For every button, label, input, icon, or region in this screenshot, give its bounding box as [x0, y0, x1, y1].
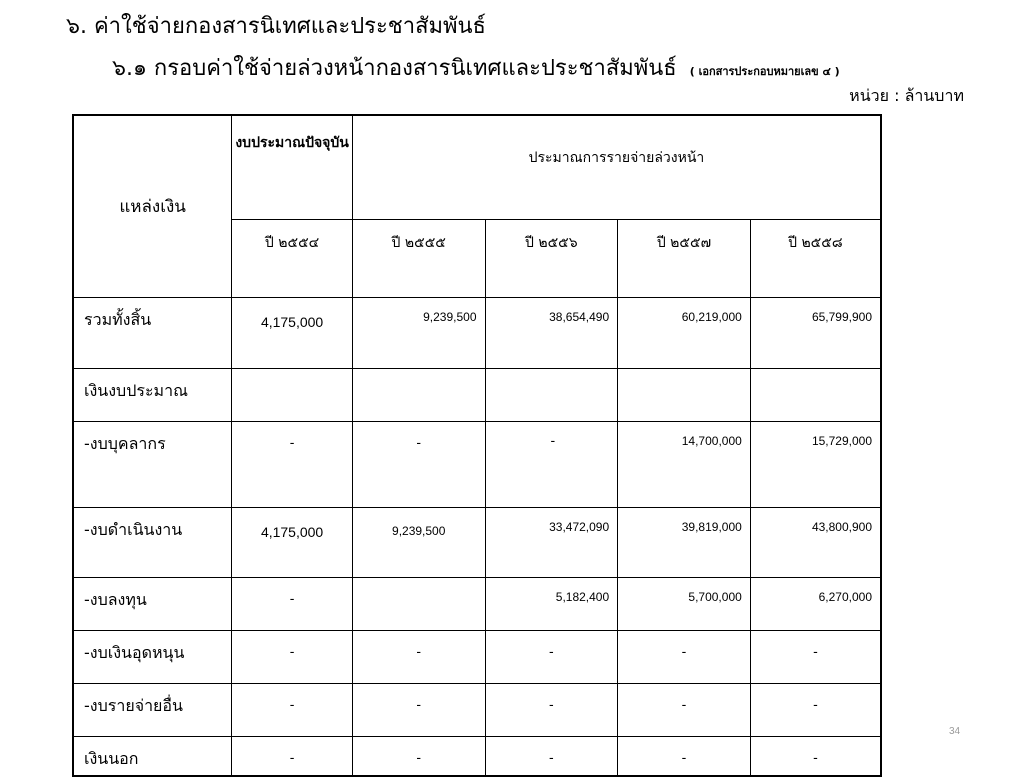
table-cell: - [618, 683, 751, 736]
row-label: -งบบุคลากร [73, 421, 232, 507]
table-cell [618, 368, 751, 421]
row-label: -งบรายจ่ายอื่น [73, 683, 232, 736]
table-cell: 15,729,000 [750, 421, 881, 507]
table-row [73, 736, 881, 776]
page-number: 34 [949, 726, 961, 737]
document-reference: ( เอกสารประกอบหมายเลข ๔ ) [689, 65, 840, 78]
row-label: เงินนอก [73, 736, 232, 776]
table-row [73, 368, 881, 421]
table-cell: - [232, 630, 353, 683]
table-cell: - [352, 683, 485, 736]
table-cell: - [232, 683, 353, 736]
table-cell: 33,472,090 [485, 507, 618, 577]
table-cell: 43,800,900 [750, 507, 881, 577]
table-cell: - [750, 736, 881, 776]
table-cell: - [352, 421, 485, 507]
unit-label: หน่วย : ล้านบาท [849, 86, 964, 105]
table-cell: 38,654,490 [485, 297, 618, 368]
table-cell: 5,182,400 [485, 577, 618, 630]
table-row [73, 297, 881, 368]
table-cell [750, 368, 881, 421]
table-cell: 6,270,000 [750, 577, 881, 630]
section-title-text: ๖.๑ กรอบค่าใช้จ่ายล่วงหน้ากองสารนิเทศและประชาสัมพันธ์ [112, 56, 677, 81]
table-cell: - [750, 683, 881, 736]
year-header: ปี ๒๕๕๔ [232, 219, 353, 297]
table-cell [352, 368, 485, 421]
row-label: -งบดำเนินงาน [73, 507, 232, 577]
year-header: ปี ๒๕๕๖ [485, 219, 618, 297]
table-cell: 39,819,000 [618, 507, 751, 577]
table-cell: - [618, 736, 751, 776]
year-header: ปี ๒๕๕๕ [352, 219, 485, 297]
source-header: แหล่งเงิน [73, 115, 232, 297]
table-cell [485, 368, 618, 421]
page-title: ๖. ค่าใช้จ่ายกองสารนิเทศและประชาสัมพันธ์ [66, 14, 486, 39]
table-cell: - [750, 630, 881, 683]
table-cell: 9,239,500 [352, 507, 485, 577]
table-cell: 4,175,000 [232, 297, 353, 368]
table-cell: 65,799,900 [750, 297, 881, 368]
table-cell [352, 577, 485, 630]
row-label: รวมทั้งสิ้น [73, 297, 232, 368]
section-title [112, 50, 840, 85]
table-cell: - [485, 736, 618, 776]
table-cell: - [485, 421, 618, 507]
forecast-header: ประมาณการรายจ่ายล่วงหน้า [352, 115, 881, 219]
table-cell: - [352, 736, 485, 776]
row-label: -งบเงินอุดหนุน [73, 630, 232, 683]
row-label: -งบลงทุน [73, 577, 232, 630]
table-cell: - [352, 630, 485, 683]
table-row [73, 683, 881, 736]
table-cell: 60,219,000 [618, 297, 751, 368]
year-header: ปี ๒๕๕๗ [618, 219, 751, 297]
row-label: เงินงบประมาณ [73, 368, 232, 421]
table-row [73, 421, 881, 507]
table-row [73, 577, 881, 630]
table-cell: 5,700,000 [618, 577, 751, 630]
table-cell: - [485, 630, 618, 683]
table-cell: - [618, 630, 751, 683]
table-cell [232, 368, 353, 421]
header-row [73, 115, 881, 219]
table-row [73, 507, 881, 577]
current-budget-header: งบประมาณปัจจุบัน [232, 115, 353, 219]
table-cell: 9,239,500 [352, 297, 485, 368]
table-cell: - [232, 421, 353, 507]
table-row [73, 630, 881, 683]
table-cell: - [232, 736, 353, 776]
budget-table [72, 114, 882, 777]
table-cell: 4,175,000 [232, 507, 353, 577]
table-cell: - [232, 577, 353, 630]
table-cell: 14,700,000 [618, 421, 751, 507]
year-header: ปี ๒๕๕๘ [750, 219, 881, 297]
table-cell: - [485, 683, 618, 736]
